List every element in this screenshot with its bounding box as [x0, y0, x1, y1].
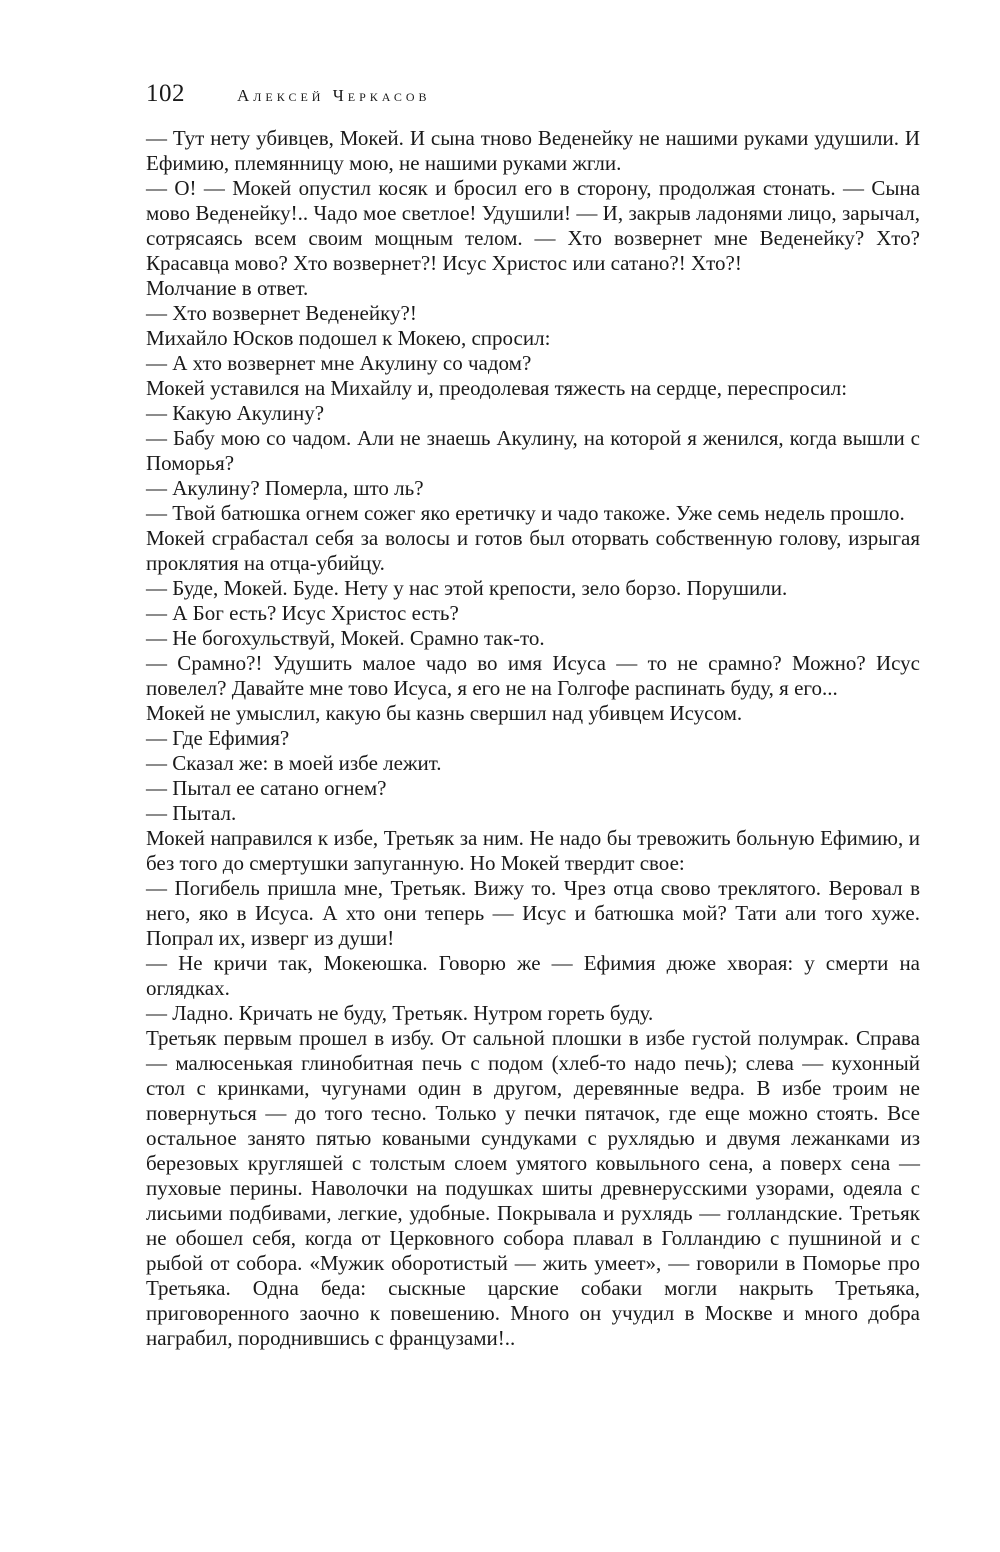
- paragraph: — Тут нету убивцев, Мокей. И сына тново Веденейку не нашими руками удушили. И Ефимию, племянницу мою, не нашими руками жгли.: [146, 126, 920, 175]
- paragraph: — Не богохульствуй, Мокей. Срамно так-то.: [146, 626, 545, 650]
- paragraph: Третьяк первым прошел в избу. От сальной плошки в избе густой полумрак. Справа — малюсенькая глинобитная печь с подом (хлеб-то надо печь); слева — кухонный стол с кринками, чугунами один в другом, деревянные ведра. В избе троим не повернуться — до того тесно. Только у печки пятачок, где еще можно стоять. Все остальное занято пятью коваными сундуками с рухлядью и двумя лежанками из березовых кругляшей с толстым слоем умятого ковыльного сена, а поверх сена — пуховые перины. Наволочки на подушках шиты древнерусскими узорами, одеяла с лисьими подбивами, легкие, удобные. Покрывала и рухлядь — голландские. Третьяк не обошел себя, когда от Церковного собора плавал в Голландию с пушниной и с рыбой от собора. «Мужик оборотистый — жить умеет», — говорили в Поморье про Третьяка. Одна беда: сыскные царские собаки могли накрыть Третьяка, приговоренного заочно к повешению. Много он учудил в Москве и много добра награбил, породнившись с французами!..: [146, 1026, 920, 1350]
- paragraph: — Акулину? Померла, што ль?: [146, 476, 424, 500]
- paragraph: — Сказал же: в моей избе лежит.: [146, 751, 442, 775]
- paragraph: — Не кричи так, Мокеюшка. Говорю же — Ефимия дюже хворая: у смерти на оглядках.: [146, 951, 920, 1000]
- paragraph: — Пытал.: [146, 801, 237, 825]
- paragraph: — Где Ефимия?: [146, 726, 290, 750]
- paragraph: — Какую Акулину?: [146, 401, 325, 425]
- paragraph: Мокей сграбастал себя за волосы и готов был оторвать собственную голову, изрыгая проклятия на отца-убийцу.: [146, 526, 920, 575]
- paragraph: Молчание в ответ.: [146, 276, 309, 300]
- paragraph: — Твой батюшка огнем сожег яко еретичку и чадо такоже. Уже семь недель прошло.: [146, 501, 905, 525]
- body-text: [146, 126, 920, 1351]
- paragraph: Мокей не умыслил, какую бы казнь свершил над убивцем Исусом.: [146, 701, 743, 725]
- paragraph: — А Бог есть? Исус Христос есть?: [146, 601, 459, 625]
- paragraph: — Бабу мою со чадом. Али не знаешь Акулину, на которой я женился, когда вышли с Поморья?: [146, 426, 920, 475]
- page-number: 102: [146, 80, 185, 107]
- paragraph: — Погибель пришла мне, Третьяк. Вижу то. Чрез отца свово треклятого. Веровал в него, яко в Исуса. А хто они теперь — Исус и батюшка мой? Тати али того хуже. Попрал их, изверг из души!: [146, 876, 920, 950]
- paragraph: — О! — Мокей опустил косяк и бросил его в сторону, продолжая стонать. — Сына мово Веденейку!.. Чадо мое светлое! Удушили! — И, закрыв ладонями лицо, зарычал, сотрясаясь всем своим мощным телом. — Хто возвернет мне Веденейку? Хто? Красавца мово? Хто возвернет?! Исус Христос или сатано?! Хто?!: [146, 176, 920, 275]
- running-head-author: Алексей Черкасов: [237, 86, 431, 105]
- paragraph: — Срамно?! Удушить малое чадо во имя Исуса — то не срамно? Можно? Исус повелел? Давайте мне тово Исуса, я его не на Голгофе распинать буду, я его...: [146, 651, 920, 700]
- paragraph: — Буде, Мокей. Буде. Нету у нас этой крепости, зело борзо. Порушили.: [146, 576, 788, 600]
- paragraph: — Хто возвернет Веденейку?!: [146, 301, 417, 325]
- paragraph: Мокей направился к избе, Третьяк за ним. Не надо бы тревожить больную Ефимию, и без того до смертушки запуганную. Но Мокей твердит свое:: [146, 826, 920, 875]
- paragraph: — Пытал ее сатано огнем?: [146, 776, 387, 800]
- paragraph: Михайло Юсков подошел к Мокею, спросил:: [146, 326, 551, 350]
- running-head: [146, 80, 926, 114]
- paragraph: Мокей уставился на Михайлу и, преодолевая тяжесть на сердце, переспросил:: [146, 376, 848, 400]
- paragraph: — А хто возвернет мне Акулину со чадом?: [146, 351, 532, 375]
- paragraph: — Ладно. Кричать не буду, Третьяк. Нутром гореть буду.: [146, 1001, 654, 1025]
